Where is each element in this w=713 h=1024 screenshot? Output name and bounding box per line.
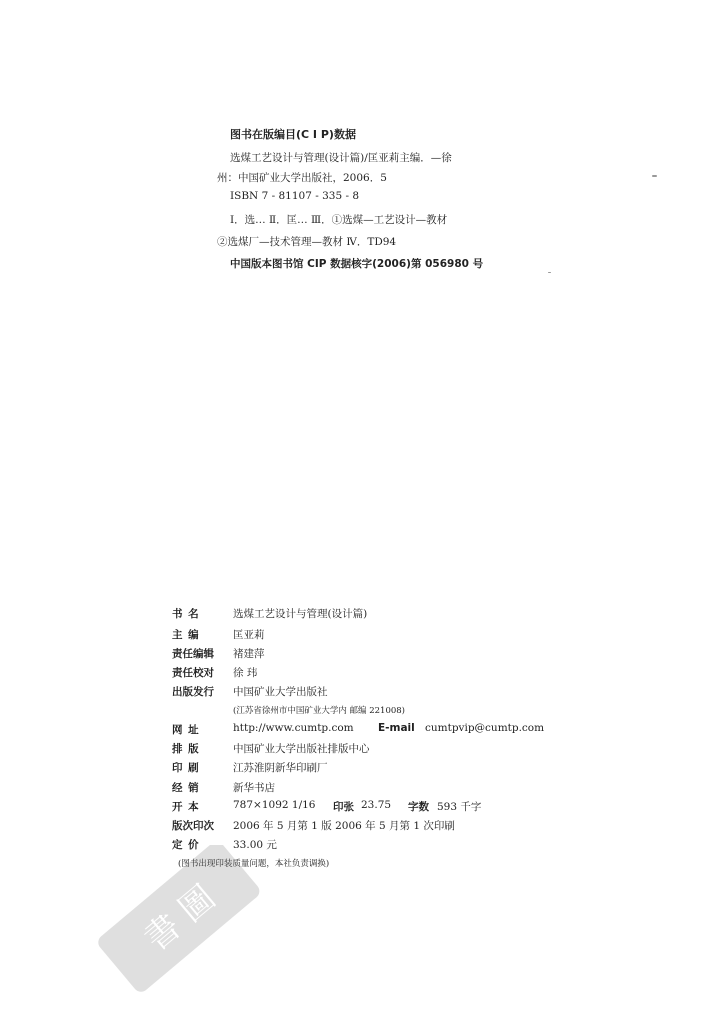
cip-heading: 图书在版编目(C I P)数据 xyxy=(230,128,356,141)
editor-value: 匡亚莉 xyxy=(233,629,265,641)
word-count-value: 593 千字 xyxy=(437,801,482,813)
format-value: 787×1092 1/16 xyxy=(233,799,316,811)
printer-label: 印 刷 xyxy=(172,762,200,774)
watermark-text: PDG xyxy=(130,951,169,989)
publisher-address: (江苏省徐州市中国矿业大学内 邮编 221008) xyxy=(233,706,405,716)
typesetting-label: 排 版 xyxy=(172,743,200,755)
word-count-label: 字数 xyxy=(408,801,429,813)
quality-notice: (图书出现印装质量问题，本社负责调换) xyxy=(178,859,330,869)
responsible-editor-value: 褚建萍 xyxy=(233,648,265,660)
edition-label: 版次印次 xyxy=(172,820,214,832)
proofreader-label: 责任校对 xyxy=(172,667,214,679)
watermark-shape-icon xyxy=(70,845,280,995)
format-label: 开 本 xyxy=(172,801,200,813)
website-label: 网 址 xyxy=(172,724,200,736)
distributor-label: 经 销 xyxy=(172,782,200,794)
cip-line-isbn: ISBN 7 - 81107 - 335 - 8 xyxy=(230,190,360,202)
title-label: 书 名 xyxy=(172,608,200,620)
email-value: cumtpvip@cumtp.com xyxy=(425,722,545,734)
publisher-value: 中国矿业大学出版社 xyxy=(233,686,328,698)
proofreader-value: 徐 玮 xyxy=(233,667,258,679)
typesetting-value: 中国矿业大学出版社排版中心 xyxy=(233,743,370,755)
svg-text:書 圖: 書 圖 xyxy=(137,877,224,959)
publisher-label: 出版发行 xyxy=(172,686,214,698)
distributor-value: 新华书店 xyxy=(233,782,275,794)
cip-line-record-number: 中国版本图书馆 CIP 数据核字(2006)第 056980 号 xyxy=(230,258,484,270)
pdg-watermark-seal xyxy=(70,845,280,995)
cip-line-classification: ②选煤厂—技术管理—教材 Ⅳ．TD94 xyxy=(217,236,397,248)
email-label: E-mail xyxy=(378,722,415,734)
cip-line-subjects: Ⅰ．选… Ⅱ．匡… Ⅲ．①选煤—工艺设计—教材 xyxy=(230,214,448,226)
price-value: 33.00 元 xyxy=(233,839,277,851)
title-value: 选煤工艺设计与管理(设计篇) xyxy=(233,608,368,620)
sheets-value: 23.75 xyxy=(361,799,392,811)
edition-value: 2006 年 5 月第 1 版 2006 年 5 月第 1 次印刷 xyxy=(233,820,455,832)
sheets-label: 印张 xyxy=(333,801,354,813)
editor-label: 主 编 xyxy=(172,629,200,641)
cip-line-title: 选煤工艺设计与管理(设计篇)/匡亚莉主编．—徐 xyxy=(230,152,452,164)
scan-speck xyxy=(548,272,551,273)
responsible-editor-label: 责任编辑 xyxy=(172,648,214,660)
price-label: 定 价 xyxy=(172,839,200,851)
cip-line-publisher: 州：中国矿业大学出版社，2006．5 xyxy=(217,172,387,184)
printer-value: 江苏淮阴新华印刷厂 xyxy=(233,762,328,774)
scan-speck xyxy=(652,175,657,177)
website-url: http://www.cumtp.com xyxy=(233,722,354,734)
